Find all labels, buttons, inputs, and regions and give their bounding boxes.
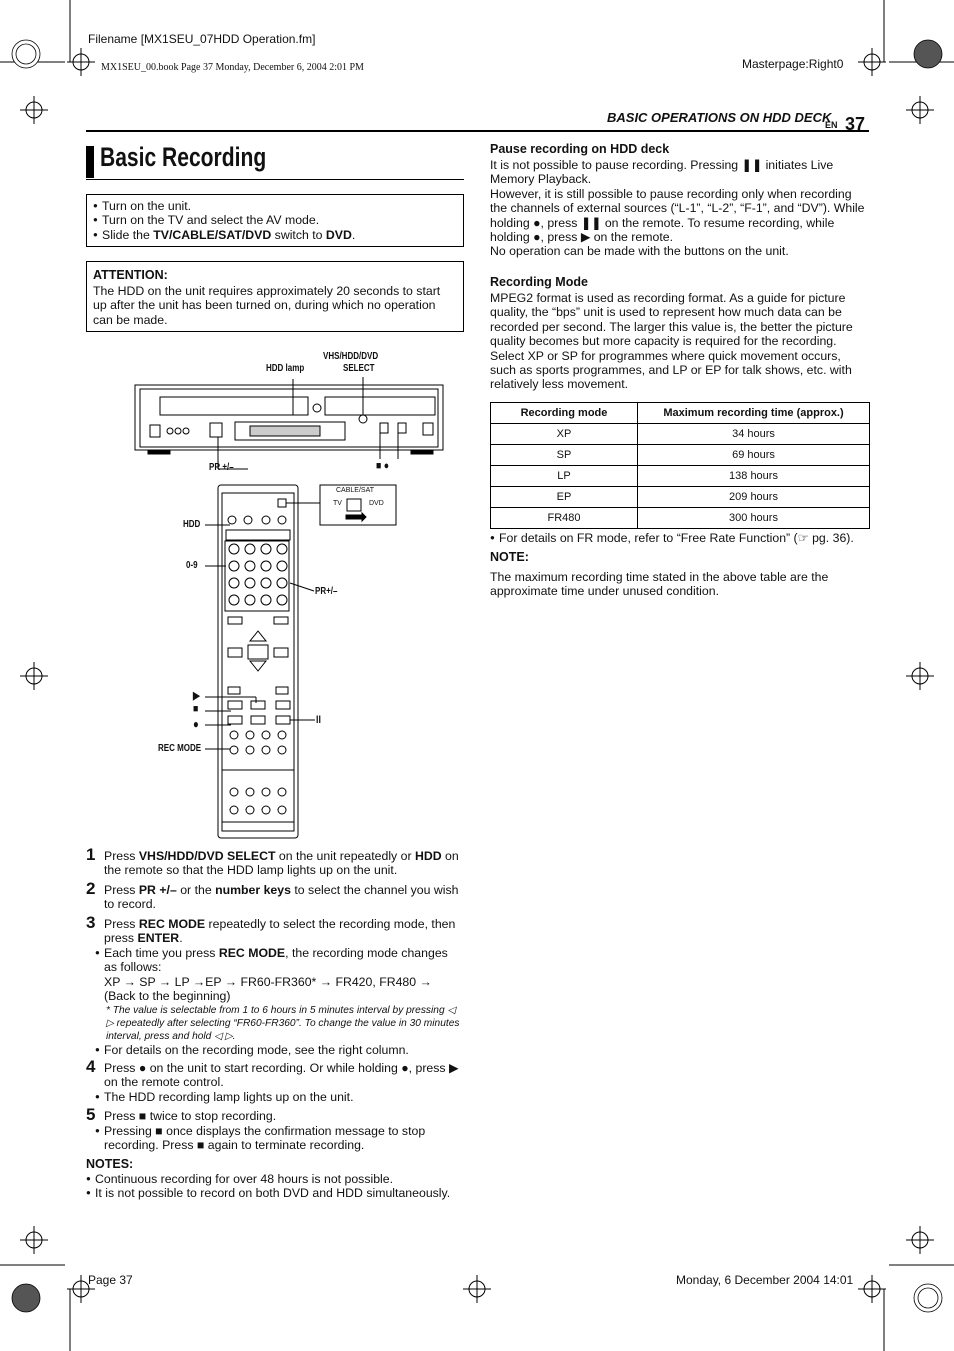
step-number: 5 (86, 1105, 96, 1124)
footer-date: Monday, 6 December 2004 14:01 (676, 1273, 854, 1287)
table-cell: 69 hours (638, 445, 870, 466)
masterpage: Masterpage:Right0 (742, 57, 844, 71)
note-item: ● Continuous recording for over 48 hours is not possible. (86, 1172, 464, 1186)
stop-rec-unit-label: ■ ● (376, 460, 390, 472)
table-cell: 209 hours (638, 487, 870, 508)
step-4-bullets (95, 1090, 464, 1104)
table-cell: 34 hours (638, 424, 870, 445)
table-row (491, 424, 870, 445)
tv-label: TV (333, 500, 342, 507)
footer-page: Page 37 (88, 1273, 133, 1287)
prep-item: ● Slide the TV/CABLE/SAT/DVD switch to DVD. (93, 228, 459, 242)
book-line: MX1SEU_00.book Page 37 Monday, December 6, 2004 2:01 PM (101, 62, 364, 73)
table-cell: XP (491, 424, 638, 445)
pause-heading: Pause recording on HDD deck (490, 142, 670, 156)
step-3-text: Press REC MODE repeatedly to select the recording mode, then press ENTER. (104, 917, 456, 946)
table-cell: LP (491, 466, 638, 487)
section-header: BASIC OPERATIONS ON HDD DECK (607, 110, 832, 125)
fr-note: ● For details on FR mode, refer to “Free Rate Function” (☞ pg. 36). (490, 531, 870, 545)
attention-box (86, 261, 464, 332)
pause-paragraph-3: No operation can be made with the buttons on the unit. (490, 244, 789, 258)
filename: Filename [MX1SEU_07HDD Operation.fm] (88, 32, 316, 46)
table-cell: SP (491, 445, 638, 466)
page-title: Basic Recording (100, 142, 267, 172)
notes-list (86, 1172, 464, 1201)
hdd-label: HDD (183, 519, 201, 530)
title-rule (86, 179, 464, 180)
rec-mode-sequence: XP → SP → LP →EP → FR60-FR360* → FR420, FR480 → (Back to the beginning) (104, 975, 432, 1004)
prep-item: ● Turn on the unit. (93, 199, 459, 213)
step-1-text: Press VHS/HDD/DVD SELECT on the unit repeatedly or HDD on the remote so that the HDD lamp lights up on the unit. (104, 849, 459, 878)
select-label-line2: SELECT (343, 363, 375, 374)
recmode-heading: Recording Mode (490, 275, 588, 289)
step-3-bullets (95, 946, 464, 975)
step-4-bullet: ● The HDD recording lamp lights up on the unit. (95, 1090, 464, 1104)
select-label-line1: VHS/HDD/DVD (323, 351, 379, 362)
language-tag: EN (825, 120, 838, 130)
preparation-box (86, 194, 464, 247)
step-5-bullet: ● Pressing ■ once displays the confirmation message to stop recording. Press ■ again to terminate recording. (95, 1124, 464, 1153)
step-2-text: Press PR +/– or the number keys to select the channel you wish to record. (104, 883, 459, 912)
rec-label: ● (193, 717, 199, 731)
cable-sat-label: CABLE/SAT (336, 487, 374, 494)
prep-item: ● Turn on the TV and select the AV mode. (93, 213, 459, 227)
step-3-bullets-2 (95, 1043, 464, 1057)
step-3-bullet: ● Each time you press REC MODE, the recording mode changes as follows: (95, 946, 464, 975)
pause-label: II (316, 714, 321, 726)
table-cell: FR480 (491, 508, 638, 529)
pause-paragraph-2: However, it is still possible to pause recording only when recording the channels of external sources (“L-1”, “L-2”, “F-1”, and “DV”). While holding ●, press ❚❚ on the remote. To resume recording, while holding ●, press ▶ on the remote. (490, 187, 865, 245)
number-keys-label: 0-9 (186, 560, 198, 571)
column-header: Recording mode (491, 403, 638, 424)
column-header: Maximum recording time (approx.) (638, 403, 870, 424)
step-4-text: Press ● on the unit to start recording. Or while holding ●, press ▶ on the remote control. (104, 1061, 459, 1090)
table-header-row (491, 403, 870, 424)
hdd-lamp-label: HDD lamp (266, 363, 305, 374)
attention-text: The HDD on the unit requires approximately 20 seconds to start up after the unit has been turned on, during which no operation can be made. (93, 284, 441, 327)
unit-and-remote-diagram (130, 345, 460, 845)
table-row (491, 466, 870, 487)
step-number: 4 (86, 1057, 96, 1076)
table-cell: 138 hours (638, 466, 870, 487)
step-number: 3 (86, 913, 96, 932)
pr-unit-label: PR +/– (209, 462, 234, 473)
page-number: 37 (845, 114, 866, 134)
step-5-bullets (95, 1124, 464, 1153)
note-heading: NOTE: (490, 550, 529, 564)
stop-label: ■ (193, 703, 199, 715)
pr-remote-label: PR+/– (315, 586, 338, 597)
attention-heading: ATTENTION: (93, 268, 168, 282)
pause-paragraph-1: It is not possible to pause recording. Pressing ❚❚ initiates Live Memory Playback. (490, 158, 834, 187)
table-row (491, 445, 870, 466)
title-bar (86, 146, 94, 178)
table-cell: 300 hours (638, 508, 870, 529)
fr-note-list (490, 531, 870, 545)
step-number: 1 (86, 845, 96, 864)
table-row (491, 508, 870, 529)
step-3-bullet: ● For details on the recording mode, see the right column. (95, 1043, 464, 1057)
rec-mode-label: REC MODE (158, 743, 202, 754)
recmode-paragraph: MPEG2 format is used as recording format. As a guide for picture quality, the “bps” unit is used to represent how much data can be recorded per second. The larger this value is, the better the picture quality becomes but more capacity is required for the recording. Select XP or SP for programmes where quick movement occurs, such as sports programmes, and LP or EP for talk shows, etc. with relatively less movement. (490, 291, 853, 392)
footnote: * The value is selectable from 1 to 6 hours in 5 minutes interval by pressing ◁ ▷ repeatedly after selecting “FR60-FR360”. To change the value in 30 minutes interval, press and hold ◁ ▷. (106, 1005, 460, 1042)
table-cell: EP (491, 487, 638, 508)
dvd-label: DVD (369, 500, 384, 507)
note-text: The maximum recording time stated in the above table are the approximate time under unused condition. (490, 570, 829, 599)
notes-heading: NOTES: (86, 1157, 134, 1171)
play-label: ▶ (193, 690, 200, 702)
note-item: ● It is not possible to record on both DVD and HDD simultaneously. (86, 1186, 464, 1200)
recording-time-table (490, 402, 870, 529)
header-rule (86, 130, 869, 132)
step-5-text: Press ■ twice to stop recording. (104, 1109, 277, 1123)
table-row (491, 487, 870, 508)
step-number: 2 (86, 879, 96, 898)
